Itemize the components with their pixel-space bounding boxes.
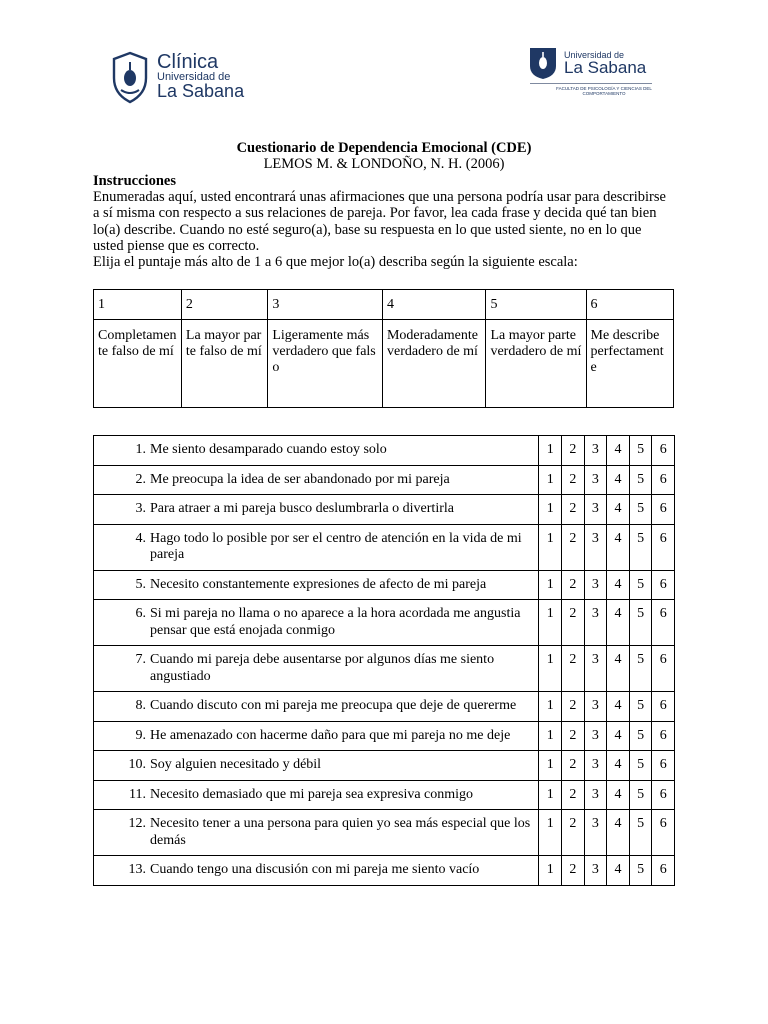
answer-option-3[interactable]: 3 <box>584 570 607 600</box>
answer-option-4[interactable]: 4 <box>607 570 630 600</box>
answer-option-6[interactable]: 6 <box>652 465 675 495</box>
question-text: Me preocupa la idea de ser abandonado por mi pareja <box>150 471 450 487</box>
question-cell <box>94 692 539 722</box>
answer-option-1[interactable]: 1 <box>539 692 562 722</box>
answer-option-4[interactable]: 4 <box>607 692 630 722</box>
answer-option-6[interactable]: 6 <box>652 495 675 525</box>
question-cell <box>94 780 539 810</box>
answer-option-1[interactable]: 1 <box>539 495 562 525</box>
answer-option-4[interactable]: 4 <box>607 646 630 692</box>
document-title: Cuestionario de Dependencia Emocional (CDE) <box>236 140 532 156</box>
answer-option-4[interactable]: 4 <box>607 856 630 886</box>
answer-option-3[interactable]: 3 <box>584 465 607 495</box>
answer-option-4[interactable]: 4 <box>607 810 630 856</box>
question-text: Necesito demasiado que mi pareja sea expresiva conmigo <box>150 786 474 802</box>
scale-number-cell: 6 <box>586 290 673 320</box>
scale-description-cell: Me describe perfectamente <box>586 320 673 408</box>
answer-option-1[interactable]: 1 <box>539 810 562 856</box>
logo-right-line1: Universidad de <box>564 50 625 60</box>
answer-option-6[interactable]: 6 <box>652 751 675 781</box>
question-number: 1. <box>135 442 146 457</box>
question-number: 2. <box>135 471 146 487</box>
answer-option-1[interactable]: 1 <box>539 600 562 646</box>
answer-option-5[interactable]: 5 <box>629 856 652 886</box>
answer-option-2[interactable]: 2 <box>562 646 585 692</box>
question-text: He amenazado con hacerme daño para que mi pareja no me deje <box>150 727 511 743</box>
answer-option-1[interactable]: 1 <box>539 436 562 466</box>
answer-option-4[interactable]: 4 <box>607 751 630 781</box>
answer-option-2[interactable]: 2 <box>562 751 585 781</box>
answer-option-2[interactable]: 2 <box>562 465 585 495</box>
answer-option-6[interactable]: 6 <box>652 570 675 600</box>
logo-left-line3: La Sabana <box>157 81 245 101</box>
answer-option-5[interactable]: 5 <box>629 810 652 856</box>
answer-option-1[interactable]: 1 <box>539 856 562 886</box>
answer-option-5[interactable]: 5 <box>629 495 652 525</box>
answer-option-3[interactable]: 3 <box>584 524 607 570</box>
question-number: 6. <box>135 606 146 621</box>
answer-option-2[interactable]: 2 <box>562 570 585 600</box>
answer-option-5[interactable]: 5 <box>629 780 652 810</box>
answer-option-3[interactable]: 3 <box>584 856 607 886</box>
answer-option-5[interactable]: 5 <box>629 751 652 781</box>
question-row <box>94 524 675 570</box>
logo-right-subtitle: FACULTAD DE PSICOLOGÍA Y CIENCIAS DEL COMPORTAMIENTO <box>556 86 652 96</box>
question-cell <box>94 495 539 525</box>
scale-number-cell: 2 <box>181 290 267 320</box>
question-text: Hago todo lo posible por ser el centro de atención en la vida de mi pareja <box>150 530 522 562</box>
question-text: Me siento desamparado cuando estoy solo <box>150 442 387 457</box>
question-row <box>94 436 675 466</box>
answer-option-1[interactable]: 1 <box>539 524 562 570</box>
clinica-logo <box>110 50 260 106</box>
instructions-block <box>93 173 673 270</box>
scale-description-cell: Ligeramente más verdadero que falso <box>268 320 383 408</box>
question-number: 13. <box>128 862 146 877</box>
answer-option-2[interactable]: 2 <box>562 810 585 856</box>
answer-option-6[interactable]: 6 <box>652 600 675 646</box>
question-cell <box>94 751 539 781</box>
question-cell <box>94 856 539 886</box>
answer-option-3[interactable]: 3 <box>584 600 607 646</box>
scale-description-cell: La mayor parte verdadero de mí <box>486 320 586 408</box>
scale-description-row <box>94 320 674 408</box>
question-cell <box>94 465 539 495</box>
answer-option-6[interactable]: 6 <box>652 810 675 856</box>
answer-option-4[interactable]: 4 <box>607 465 630 495</box>
answer-option-6[interactable]: 6 <box>652 721 675 751</box>
answer-option-6[interactable]: 6 <box>652 524 675 570</box>
question-cell <box>94 524 539 570</box>
answer-option-5[interactable]: 5 <box>629 570 652 600</box>
scale-description-cell: Completamente falso de mí <box>94 320 182 408</box>
answer-option-5[interactable]: 5 <box>629 692 652 722</box>
answer-option-6[interactable]: 6 <box>652 692 675 722</box>
answer-option-2[interactable]: 2 <box>562 692 585 722</box>
question-cell <box>94 646 539 692</box>
question-text: Cuando mi pareja debe ausentarse por algunos días me siento angustiado <box>150 652 495 684</box>
scale-number-cell: 1 <box>94 290 182 320</box>
answer-option-3[interactable]: 3 <box>584 692 607 722</box>
answer-option-3[interactable]: 3 <box>584 721 607 751</box>
question-text: Necesito tener a una persona para quien yo sea más especial que los demás <box>150 816 531 848</box>
instructions-body: Enumeradas aquí, usted encontrará unas afirmaciones que una persona podría usar para describirse a sí misma con respecto a sus relaciones de pareja. Por favor, lea cada frase y decida qué tan bien lo(a) describe. Cuando no esté seguro(a), base su respuesta en lo que usted siente, no en lo que usted piense que es correcto. <box>93 189 666 254</box>
question-number: 11. <box>129 786 146 802</box>
logo-right-line2: La Sabana <box>564 58 647 77</box>
answer-option-5[interactable]: 5 <box>629 721 652 751</box>
answer-option-4[interactable]: 4 <box>607 436 630 466</box>
question-text: Soy alguien necesitado y débil <box>150 757 322 772</box>
answer-option-3[interactable]: 3 <box>584 646 607 692</box>
question-text: Si mi pareja no llama o no aparece a la hora acordada me angustia pensar que está enojada conmigo <box>150 606 521 638</box>
answer-option-4[interactable]: 4 <box>607 780 630 810</box>
answer-option-5[interactable]: 5 <box>629 524 652 570</box>
answer-option-1[interactable]: 1 <box>539 465 562 495</box>
answer-option-6[interactable]: 6 <box>652 856 675 886</box>
question-row <box>94 465 675 495</box>
answer-option-2[interactable]: 2 <box>562 524 585 570</box>
answer-option-1[interactable]: 1 <box>539 780 562 810</box>
answer-option-5[interactable]: 5 <box>629 465 652 495</box>
answer-option-6[interactable]: 6 <box>652 436 675 466</box>
shield-icon <box>528 46 558 80</box>
answer-option-5[interactable]: 5 <box>629 646 652 692</box>
scale-number-row <box>94 290 674 320</box>
question-number: 3. <box>135 501 146 516</box>
scale-description-cell: La mayor parte falso de mí <box>181 320 267 408</box>
question-row <box>94 780 675 810</box>
question-row <box>94 570 675 600</box>
question-number: 10. <box>128 757 146 772</box>
question-row <box>94 751 675 781</box>
logo-left-line2: Universidad de <box>157 71 231 83</box>
instructions-heading: Instrucciones <box>93 173 176 189</box>
answer-option-6[interactable]: 6 <box>652 646 675 692</box>
document-authors: LEMOS M. & LONDOÑO, N. H. (2006) <box>263 156 505 172</box>
question-number: 4. <box>135 530 146 546</box>
scale-number-cell: 4 <box>382 290 485 320</box>
answer-option-3[interactable]: 3 <box>584 751 607 781</box>
questionnaire-table <box>93 435 675 886</box>
answer-option-1[interactable]: 1 <box>539 646 562 692</box>
crest-icon <box>110 50 150 104</box>
question-number: 9. <box>135 727 146 743</box>
question-cell <box>94 810 539 856</box>
scale-number-cell: 5 <box>486 290 586 320</box>
answer-option-2[interactable]: 2 <box>562 721 585 751</box>
logo-divider <box>530 83 652 84</box>
answer-option-1[interactable]: 1 <box>539 721 562 751</box>
question-row <box>94 600 675 646</box>
answer-option-2[interactable]: 2 <box>562 856 585 886</box>
question-row <box>94 646 675 692</box>
answer-option-2[interactable]: 2 <box>562 780 585 810</box>
question-number: 12. <box>128 816 146 831</box>
answer-option-4[interactable]: 4 <box>607 721 630 751</box>
question-number: 8. <box>135 698 146 713</box>
question-number: 5. <box>135 576 146 592</box>
answer-option-3[interactable]: 3 <box>584 780 607 810</box>
question-cell <box>94 570 539 600</box>
question-text: Cuando discuto con mi pareja me preocupa que deje de quererme <box>150 698 517 713</box>
logo-left-line1: Clínica <box>157 51 219 73</box>
answer-option-2[interactable]: 2 <box>562 495 585 525</box>
question-row <box>94 721 675 751</box>
question-text: Para atraer a mi pareja busco deslumbrarla o divertirla <box>150 501 454 516</box>
scale-number-cell: 3 <box>268 290 383 320</box>
answer-option-3[interactable]: 3 <box>584 436 607 466</box>
answer-option-3[interactable]: 3 <box>584 495 607 525</box>
answer-option-1[interactable]: 1 <box>539 570 562 600</box>
question-row <box>94 810 675 856</box>
scale-prompt: Elija el puntaje más alto de 1 a 6 que mejor lo(a) describa según la siguiente escala: <box>93 254 578 271</box>
scale-table <box>93 289 674 408</box>
answer-option-2[interactable]: 2 <box>562 436 585 466</box>
question-text: Cuando tengo una discusión con mi pareja me siento vacío <box>150 862 480 877</box>
answer-option-4[interactable]: 4 <box>607 495 630 525</box>
answer-option-4[interactable]: 4 <box>607 524 630 570</box>
question-row <box>94 495 675 525</box>
question-cell <box>94 721 539 751</box>
question-row <box>94 856 675 886</box>
answer-option-4[interactable]: 4 <box>607 600 630 646</box>
answer-option-5[interactable]: 5 <box>629 600 652 646</box>
question-cell <box>94 600 539 646</box>
answer-option-6[interactable]: 6 <box>652 780 675 810</box>
answer-option-1[interactable]: 1 <box>539 751 562 781</box>
question-cell <box>94 436 539 466</box>
universidad-logo <box>528 46 658 102</box>
answer-option-2[interactable]: 2 <box>562 600 585 646</box>
question-number: 7. <box>135 652 146 667</box>
question-text: Necesito constantemente expresiones de afecto de mi pareja <box>150 576 487 592</box>
answer-option-3[interactable]: 3 <box>584 810 607 856</box>
scale-description-cell: Moderadamente verdadero de mí <box>382 320 485 408</box>
answer-option-5[interactable]: 5 <box>629 436 652 466</box>
question-row <box>94 692 675 722</box>
